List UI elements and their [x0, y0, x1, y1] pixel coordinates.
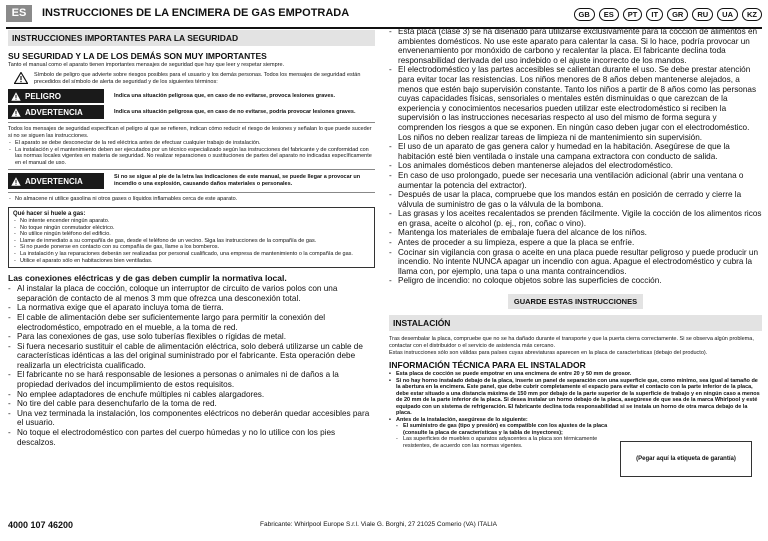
gasoline-note: - No almacene ni utilice gasolina ni otros gases o líquidos inflamables cerca de este aparato. [8, 196, 375, 203]
list-item: - El suministro de gas (tipo y presión) es compatible con los ajustes de la placa (consulte la placa de características y la tabla de inyectores); [395, 423, 617, 436]
right-column [389, 27, 762, 449]
symbol-description: Símbolo de peligro que advierte sobre riesgos posibles para el usuario y los demás personas. Todos los mensajes de seguridad están precedidos del símbolo de alerta de seguridad y de los siguientes términos: [34, 72, 361, 85]
lang-it: IT [646, 8, 663, 21]
peligro-label: PELIGRO [25, 91, 62, 101]
electrical-list [8, 284, 375, 447]
list-item: - Las grasas y los aceites recalentados se prenden fácilmente. Vigile la cocción de los alimentos ricos en grasa, aceite o alcohol (p. ej., ron, coñac o vino). [389, 209, 762, 228]
lang-gb: GB [574, 8, 595, 21]
list-item: - No toque el electrodoméstico con partes del cuerpo húmedas y no lo utilice con los pies descalzos. [8, 428, 375, 447]
lang-es: ES [599, 8, 619, 21]
list-item: • Esta placa de cocción se puede empotrar en una encimera de entre 20 y 50 mm de grosor. [389, 371, 762, 378]
list-item: - Esta placa (clase 3) se ha diseñado para utilizarse exclusivamente para la cocción de alimentos en ambientes domésticos. No use este aparato para calentar la casa. Si lo hace, podría provocar un envenenamiento por monóxido de carbono y recalentar la placa. El fabricante declina toda responsabilidad derivada del uso indebido o el ajuste incorrecto de los mandos. [389, 27, 762, 65]
divider [8, 192, 375, 193]
list-item: - Para las conexiones de gas, use solo tuberías flexibles o rígidas de metal. [8, 332, 375, 342]
installation-text-2: Estas instrucciones sólo son válidas para países cuyas abreviaturas aparecen en la placa de características (debajo del producto). [389, 350, 708, 357]
document-code: 4000 107 46200 [8, 520, 74, 530]
list-item: - Utilice el aparato sólo en habitaciones bien ventiladas. [13, 258, 370, 265]
list-item: - No utilice ningún teléfono del edificio. [13, 231, 370, 238]
safety-messages-intro: Todos los mensajes de seguridad especifican el peligro al que se refieren, indican cómo reducir el riesgo de lesiones y señalan lo que puede suceder si no se siguen las instrucciones. [8, 126, 372, 139]
advertencia-text: Indica una situación peligrosa que, en caso de no evitarse, podría provocar lesiones graves. [114, 108, 356, 115]
tech-info-list [389, 371, 762, 423]
list-item: - Antes de proceder a su limpieza, espere a que la placa se enfríe. [389, 238, 762, 248]
warranty-label-note: (Pegar aquí la etiqueta de garantía) [636, 456, 736, 462]
list-item: - El electrodoméstico y las partes accesibles se calientan durante el uso. Se debe prestar atención para evitar tocar las resistencias. Los niños menores de 8 años deben mantenerse alejados, a menos que estén bajo supervisión constante. Tanto los niños a partir de 8 años como las personas cuyas capacidades físicas, sensoriales o mentales estén disminuidas o que carezcan de la experiencia y conocimientos necesarios pueden utilizar este electrodoméstico si reciben la supervisión o las instrucciones necesarias respecto al uso del mismo de forma segura y comprenden los riesgos a que se exponen. En ningún caso deben jugar con el electrodoméstico. Los niños no deben realizar tareas de limpieza ni de mantenimiento sin supervisión. [389, 65, 762, 142]
list-item: • Antes de la instalación, asegúrese de lo siguiente: [389, 417, 762, 424]
list-item: - Peligro de incendio: no coloque objetos sobre las superficies de cocción. [389, 276, 762, 286]
safety-messages-list [8, 140, 375, 166]
list-item: - Llame de inmediato a su compañía de gas, desde el teléfono de un vecino. Siga las instrucciones de la compañía de gas. [13, 238, 370, 245]
pre-install-checklist [395, 423, 617, 449]
list-item: - Al instalar la placa de cocción, coloque un interruptor de circuito de varios polos con una separación de contacto de al menos 3 mm que ofrezca una desconexión total. [8, 284, 375, 303]
peligro-label-box [8, 89, 104, 103]
warranty-label-box [620, 441, 752, 477]
warning-triangle-icon [11, 92, 21, 101]
gas-smell-title: Qué hacer si huele a gas: [13, 210, 86, 217]
advertencia2-label-box [8, 173, 104, 189]
page-title: INSTRUCCIONES DE LA ENCIMERA DE GAS EMPOTRADA [42, 7, 350, 19]
list-item: - La instalación y el mantenimiento deben ser ejecutados por un técnico especializado según las instrucciones del fabricante y de conformidad con las normas locales vigentes en materia de seguridad. No realizar reparaciones o sustituciones de partes del aparato no indicadas específicamente en el manual de uso. [8, 147, 375, 167]
list-item: - La instalación y las reparaciones deberán ser realizadas por personal cualificado, una empresa de mantenimiento o la compañía de gas. [13, 251, 370, 258]
lang-ua: UA [717, 8, 738, 21]
warning-triangle-icon [14, 72, 28, 84]
divider [8, 169, 375, 170]
list-item: - Los animales domésticos deben mantenerse alejados del electrodoméstico. [389, 161, 762, 171]
manufacturer-info: Fabricante: Whirlpool Europe S.r.l. Viale G. Borghi, 27 21025 Comerio (VA) ITALIA [260, 521, 497, 528]
list-item: - La normativa exige que el aparato incluya toma de tierra. [8, 303, 375, 313]
peligro-text: Indica una situación peligrosa que, en caso de no evitarse, provoca lesiones graves. [114, 92, 335, 99]
warning-triangle-icon [11, 108, 21, 117]
safety-intro: Tanto el manual como el aparato tienen importantes mensajes de seguridad que hay que leer y respetar siempre. [8, 62, 285, 68]
advertencia-label: ADVERTENCIA [25, 107, 83, 117]
language-list [574, 8, 762, 21]
gasoline-note-list [8, 196, 375, 203]
advertencia2-row [8, 173, 375, 189]
list-item: - En caso de uso prolongado, puede ser necesaria una ventilación adicional (abrir una ventana o aumentar la potencia del extractor). [389, 171, 762, 190]
save-instructions-banner [389, 291, 762, 309]
advertencia2-text: Si no se sigue al pie de la letra las indicaciones de este manual, se puede llegar a provocar un incendio o una explosión, causando daños materiales o personales. [114, 174, 361, 188]
safety-box-title: INSTRUCCIONES IMPORTANTES PARA LA SEGURIDAD [8, 30, 375, 46]
page-footer [8, 518, 760, 534]
list-item: - El cable de alimentación debe ser suficientemente largo para permitir la conexión del electrodoméstico, empotrado en el mueble, a la toma de red. [8, 313, 375, 332]
list-item: - Si no puede ponerse en contacto con su compañía de gas, llame a los bomberos. [13, 244, 370, 251]
list-item: - El uso de un aparato de gas genera calor y humedad en la habitación. Asegúrese de que la habitación esté bien ventilada o instale una campana extractora con conducto de salida. [389, 142, 762, 161]
lang-pt: PT [623, 8, 643, 21]
warning-triangle-icon [11, 177, 21, 186]
save-instructions-label: GUARDE ESTAS INSTRUCCIONES [508, 294, 643, 309]
page-header [6, 5, 762, 29]
gas-smell-box [8, 207, 375, 268]
peligro-row [8, 89, 375, 103]
list-item: - Si fuera necesario sustituir el cable de alimentación eléctrica, solo deberá utilizarse un cable de características idénticas a las del original suministrado por el fabricante. Esta operación debe realizarla un electricista cualificado. [8, 342, 375, 371]
list-item: • Si no hay horno instalado debajo de la placa, inserte un panel de separación con una superficie que, como mínimo, sea igual al tamaño de la abertura en la encimera. Este panel, que debe cubrir completamente el espacio para evitar el contacto con la parte inferior de la placa, debe estar situado a una distancia máxima de 150 mm por debajo de la parte superior de la superficie de trabajo y en ningún caso a menos de 20 mm de la parte inferior de la placa. Si desea instalar un horno debajo de la placa, asegúrese de que sea de la marca Whirlpool y esté equipado con un sistema de refrigeración. El fabricante declina toda responsabilidad si se instala un horno de otra marca debajo de la placa. [389, 378, 762, 417]
language-badge: ES [6, 5, 32, 22]
list-item: - No intente encender ningún aparato. [13, 218, 370, 225]
electrical-title: Las conexiones eléctricas y de gas deben cumplir la normativa local. [8, 273, 287, 284]
divider [8, 122, 375, 123]
installation-box-title: INSTALACIÓN [389, 315, 762, 331]
lang-kz: KZ [742, 8, 762, 21]
list-item: - No tire del cable para desenchufarlo de la toma de red. [8, 399, 375, 409]
installation-text-1: Tras desembalar la placa, compruebe que no se ha dañado durante el transporte y que la puerta cierra correctamente. Si se observa algún problema, contactar con el distribuidor o el servicio de asistencia más cercano. [389, 336, 754, 350]
list-item: - Las superficies de muebles o aparatos adyacentes a la placa son térmicamente resistentes, de acuerdo con las normas vigentes. [395, 436, 617, 449]
list-item: - El fabricante no se hará responsable de lesiones a personas o animales ni de daños a la propiedad derivados del incumplimiento de estos requisitos. [8, 370, 375, 389]
danger-symbol-row [8, 72, 375, 86]
list-item: - Cocinar sin vigilancia con grasa o aceite en una placa puede resultar peligroso y puede producir un incendio. No intente NUNCA apagar un incendio con agua. Apague el electrodoméstico y cubra la llama con, por ejemplo, una tapa o una manta contraincendios. [389, 248, 762, 277]
list-item: - No toque ningún conmutador eléctrico. [13, 225, 370, 232]
safety-heading: SU SEGURIDAD Y LA DE LOS DEMÁS SON MUY IMPORTANTES [8, 51, 267, 61]
tech-info-title: INFORMACIÓN TÉCNICA PARA EL INSTALADOR [389, 360, 586, 371]
list-item: - El aparato se debe desconectar de la red eléctrica antes de efectuar cualquier trabajo de instalación. [8, 140, 375, 147]
gas-smell-list [13, 218, 370, 264]
usage-list [389, 27, 762, 286]
advertencia-label-box [8, 105, 104, 119]
advertencia2-label: ADVERTENCIA [25, 176, 83, 186]
list-item: - Después de usar la placa, compruebe que los mandos están en posición de cerrado y cierre la válvula de suministro de gas o la válvula de la bombona. [389, 190, 762, 209]
list-item: - Una vez terminada la instalación, los componentes eléctricos no deberán quedar accesibles para el usuario. [8, 409, 375, 428]
list-item: - No emplee adaptadores de enchufe múltiples ni cables alargadores. [8, 390, 375, 400]
lang-ru: RU [692, 8, 713, 21]
lang-gr: GR [667, 8, 688, 21]
advertencia-row [8, 105, 375, 119]
left-column [8, 30, 375, 447]
list-item: - Mantenga los materiales de embalaje fuera del alcance de los niños. [389, 228, 762, 238]
